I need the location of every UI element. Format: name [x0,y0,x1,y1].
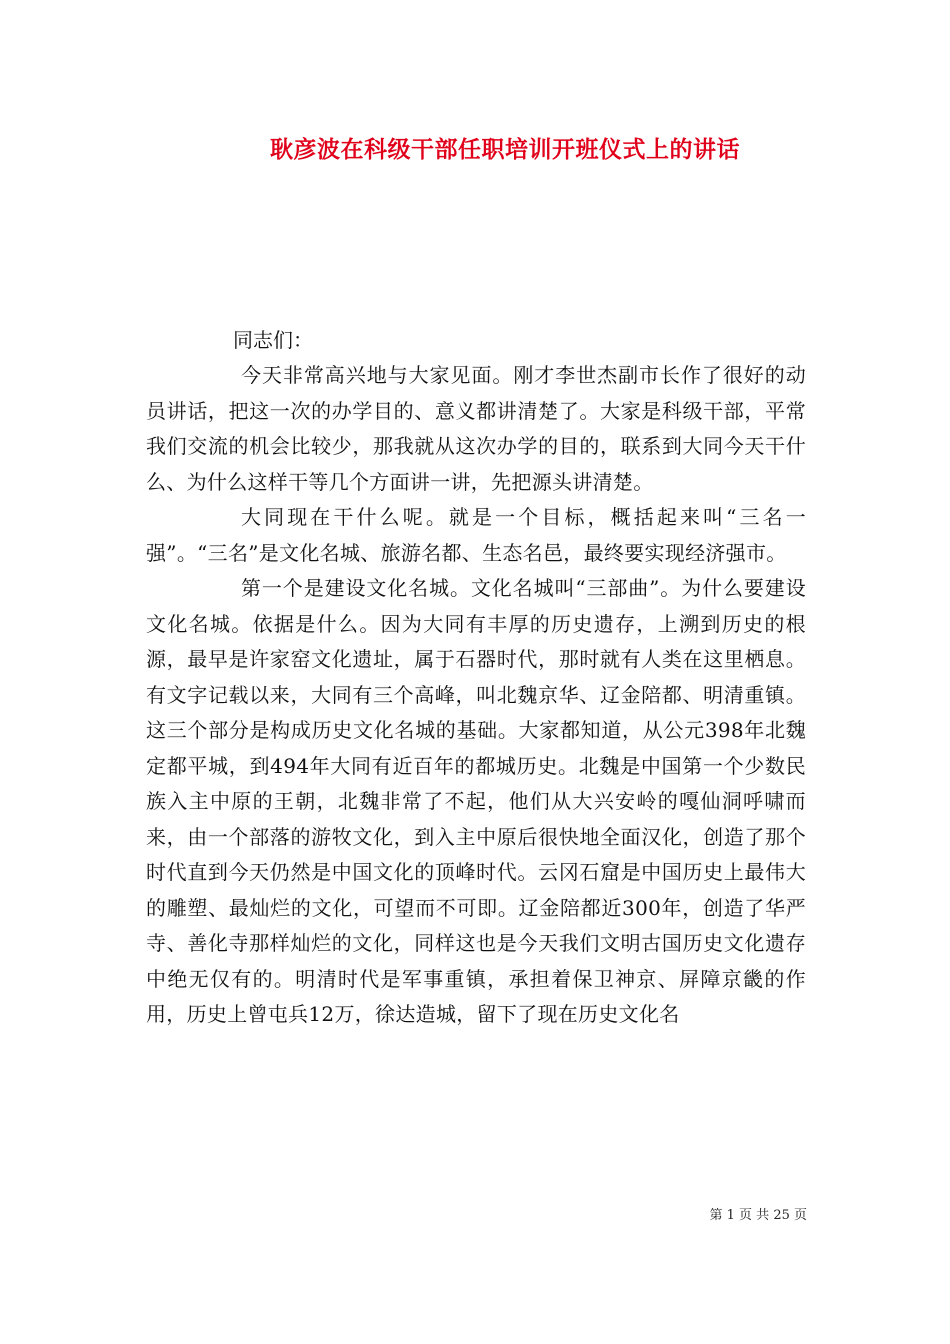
salutation: 同志们： [233,328,313,352]
page-number: 第 1 页 共 25 页 [709,1208,807,1223]
document-body [146,358,806,1033]
page-title: 耿彦波在科级干部任职培训开班仪式上的讲话 [270,136,740,163]
paragraph: 第一个是建设文化名城。文化名城叫“三部曲”。为什么要建设文化名城。依据是什么。因为大同有丰厚的历史遗存，上溯到历史的根源，最早是许家窑文化遗址，属于石器时代，那时就有人类在这里栖息。有文字记载以来，大同有三个高峰，叫北魏京华、辽金陪都、明清重镇。这三个部分是构成历史文化名城的基础。大家都知道，从公元398年北魏定都平城，到494年大同有近百年的都城历史。北魏是中国第一个少数民族入主中原的王朝，北魏非常了不起，他们从大兴安岭的嘎仙洞呼啸而来，由一个部落的游牧文化，到入主中原后很快地全面汉化，创造了那个时代直到今天仍然是中国文化的顶峰时代。云冈石窟是中国历史上最伟大的雕塑、最灿烂的文化，可望而不可即。辽金陪都近300年，创造了华严寺、善化寺那样灿烂的文化，同样这也是今天我们文明古国历史文化遗存中绝无仅有的。明清时代是军事重镇，承担着保卫神京、屏障京畿的作用，历史上曾屯兵12万，徐达造城，留下了现在历史文化名 [146,576,806,1026]
paragraph: 大同现在干什么呢。就是一个目标，概括起来叫“三名一强”。“三名”是文化名城、旅游名都、生态名邑，最终要实现经济强市。 [146,505,806,565]
paragraph: 今天非常高兴地与大家见面。刚才李世杰副市长作了很好的动员讲话，把这一次的办学目的、意义都讲清楚了。大家是科级干部，平常我们交流的机会比较少，那我就从这次办学的目的，联系到大同今天干什么、为什么这样干等几个方面讲一讲，先把源头讲清楚。 [146,363,806,494]
